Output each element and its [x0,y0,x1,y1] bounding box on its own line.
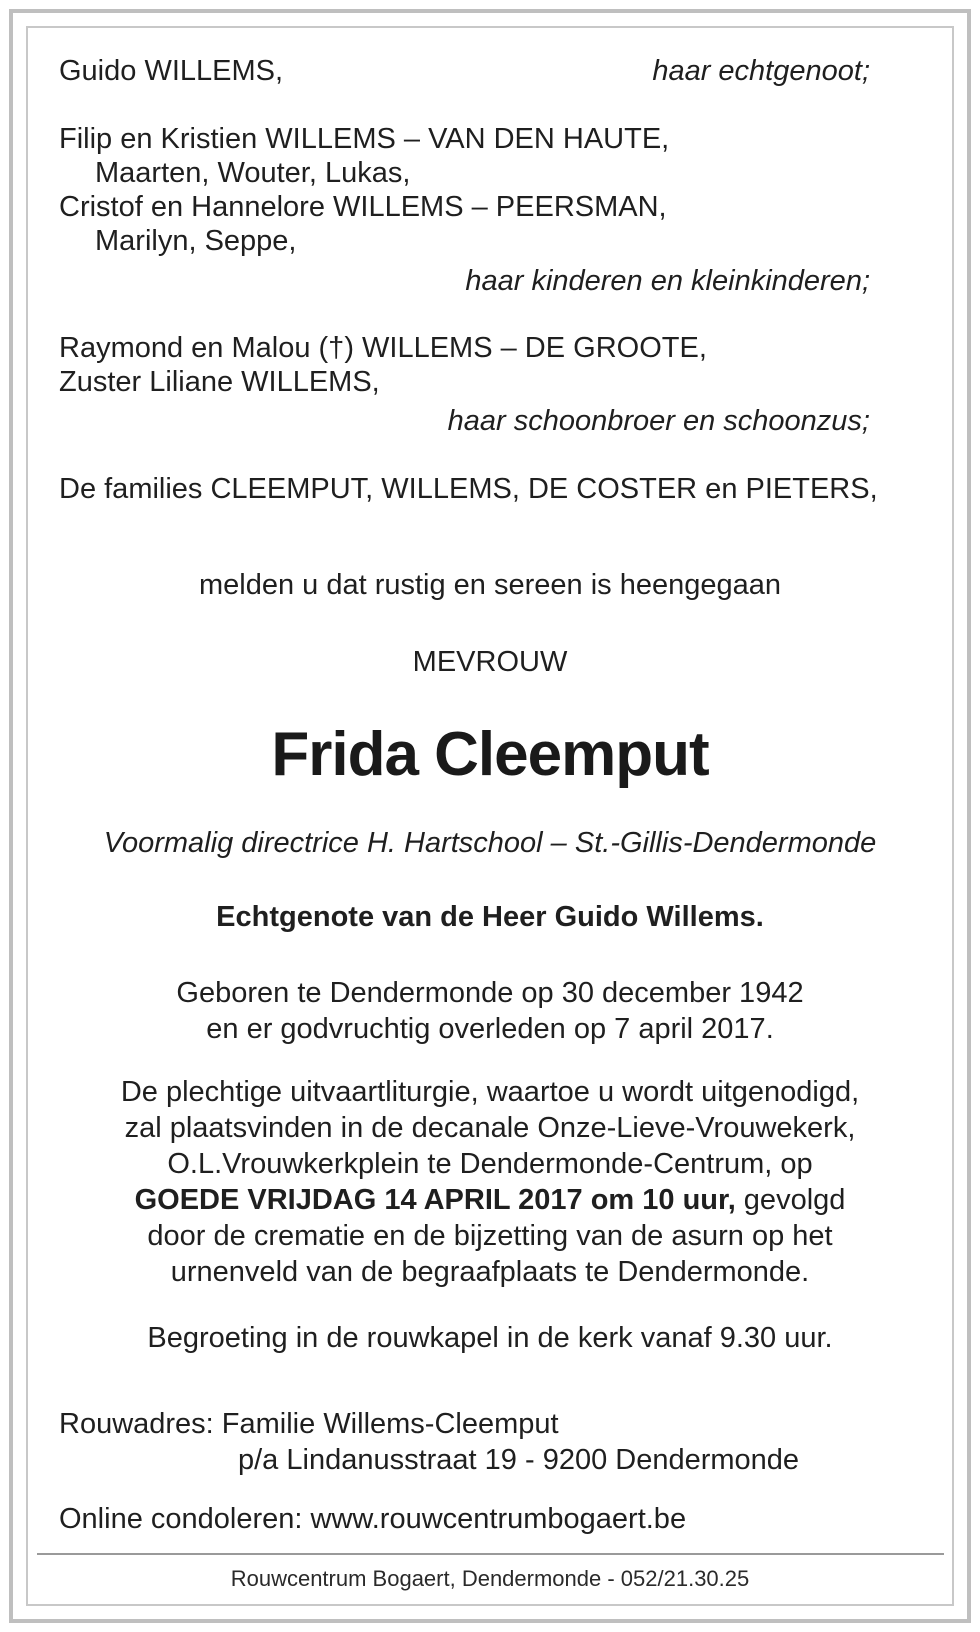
birth-line: Geboren te Dendermonde op 30 december 1942 [176,977,804,1009]
funeral-line: urnenveld van de begraafplaats te Dendermonde. [170,1256,810,1288]
funeral-line: O.L.Vrouwkerkplein te Dendermonde-Centrum, op [167,1148,813,1180]
address-line: p/a Lindanusstraat 19 - 9200 Dendermonde [238,1444,800,1476]
children-line: Cristof en Hannelore WILLEMS – PEERSMAN, [59,191,667,223]
families-line: De families CLEEMPUT, WILLEMS, DE COSTER en PIETERS, [59,473,878,505]
online-condolence[interactable]: Online condoleren: www.rouwcentrumbogaert.be [59,1503,687,1535]
inlaw-line: Zuster Liliane WILLEMS, [59,366,380,398]
inlaws-role: haar schoonbroer en schoonzus; [447,405,870,437]
deceased-name: Frida Cleemput [271,720,709,789]
funeral-line: De plechtige uitvaartliturgie, waartoe u wordt uitgenodigd, [120,1076,860,1108]
funeral-line: door de crematie en de bijzetting van de asurn op het [147,1220,833,1252]
footer-text: Rouwcentrum Bogaert, Dendermonde - 052/21.30.25 [230,1566,750,1591]
spouse-line: Echtgenote van de Heer Guido Willems. [216,901,764,933]
death-line: en er godvruchtig overleden op 7 april 2017. [206,1013,774,1045]
footer-divider [37,1553,944,1555]
funeral-date-rest: gevolgd [735,1184,846,1216]
address-label: Rouwadres: Familie Willems-Cleemput [59,1408,559,1440]
honorific-title: MEVROUW [412,646,568,678]
children-role: haar kinderen en kleinkinderen; [465,265,870,297]
funeral-date-line [0,1182,980,1218]
grandchildren-line: Maarten, Wouter, Lukas, [95,157,411,189]
funeral-date: GOEDE VRIJDAG 14 APRIL 2017 om 10 uur, [134,1184,736,1216]
husband-role: haar echtgenoot; [652,55,870,87]
funeral-line: zal plaatsvinden in de decanale Onze-Lieve-Vrouwekerk, [124,1112,856,1144]
husband-name: Guido WILLEMS, [59,55,284,87]
occupation: Voormalig directrice H. Hartschool – St.-Gillis-Dendermonde [103,827,877,859]
inlaw-line: Raymond en Malou (†) WILLEMS – DE GROOTE, [59,332,707,364]
announcement-intro: melden u dat rustig en sereen is heengegaan [198,569,782,601]
children-line: Filip en Kristien WILLEMS – VAN DEN HAUTE, [59,123,670,155]
grandchildren-line: Marilyn, Seppe, [95,225,297,257]
greeting-line: Begroeting in de rouwkapel in de kerk vanaf 9.30 uur. [147,1322,833,1354]
